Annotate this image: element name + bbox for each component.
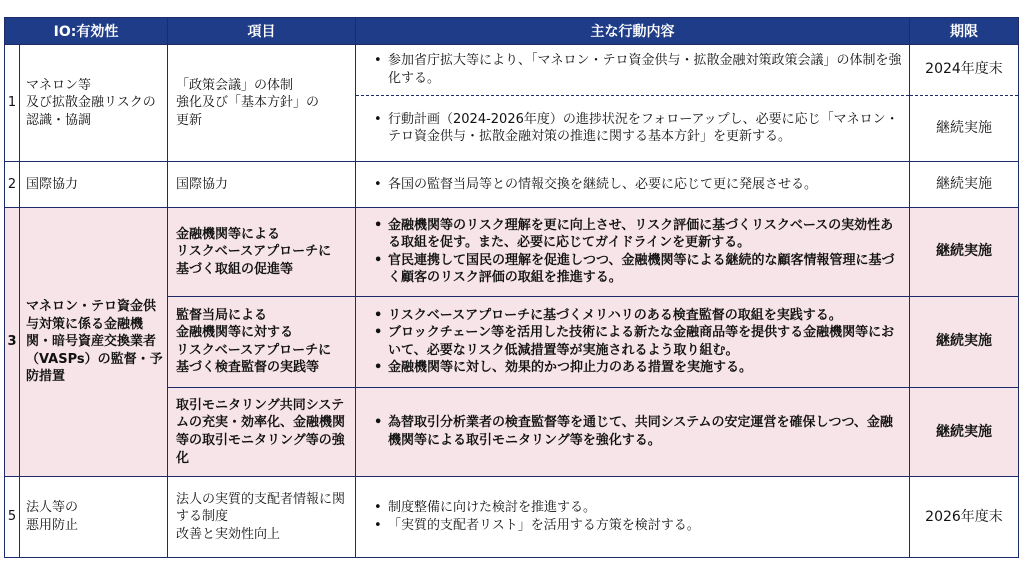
action-item: • 制度整備に向けた検討を推進する。	[374, 499, 903, 517]
item-cell: 国際協力	[168, 162, 356, 208]
action-item: • 為替取引分析業者の検査監督等を通じて、共同システムの安定運営を確保しつつ、金融機関等による取引モニタリング等を強化する。	[374, 414, 903, 449]
action-item: • 官民連携して国民の理解を促進しつつ、金融機関等による継続的な顧客情報管理に基づく顧客のリスク評価の取組を推進する。	[374, 252, 903, 287]
period-cell: 継続実施	[910, 95, 1019, 162]
table-row	[5, 162, 1019, 208]
action-item: • リスクベースアプローチに基づくメリハリのある検査監督の取組を実践する。	[374, 307, 903, 325]
item-cell	[168, 207, 356, 296]
action-list	[356, 52, 909, 87]
row-number: 5	[5, 477, 20, 558]
action-plan-table	[4, 17, 1019, 558]
item-text: 監督当局による 金融機関等に対する リスクベースアプローチに 基づく検査監督の実践等	[176, 307, 332, 376]
action-item: • 行動計画（2024-2026年度）の進捗状況をフォローアップし、必要に応じ「マネロン・テロ資金供与・拡散金融対策の推進に関する基本方針」を更新する。	[374, 111, 903, 146]
action-list	[356, 111, 909, 146]
item-cell	[168, 296, 356, 387]
io-text: マネロン等 及び拡散金融リスクの 認識・協調	[26, 77, 156, 128]
io-cell: マネロン・テロ資金供与対策に係る金融機関・暗号資産交換業者（VASPs）の監督・予防措置	[20, 207, 168, 476]
item-text: 法人の実質的支配者情報に関する制度 改善と実効性向上	[176, 491, 346, 542]
actions-cell	[356, 296, 910, 387]
io-cell: 国際協力	[20, 162, 168, 208]
item-cell: 取引モニタリング共同システムの充実・効率化、金融機関等の取引モニタリング等の強化	[168, 387, 356, 476]
actions-cell	[356, 45, 910, 96]
action-item: • 金融機関等のリスク理解を更に向上させ、リスク評価に基づくリスクベースの実効性ある取組を促す。また、必要に応じてガイドラインを更新する。	[374, 217, 903, 252]
actions-cell	[356, 95, 910, 162]
action-item: • 金融機関等に対し、効果的かつ抑止力のある措置を実施する。	[374, 359, 903, 377]
row-number: 3	[5, 207, 20, 476]
action-list	[356, 307, 909, 377]
item-text: 「政策会議」の体制 強化及び「基本方針」の 更新	[176, 77, 320, 128]
header-item: 項目	[168, 18, 356, 45]
item-cell	[168, 477, 356, 558]
period-cell: 継続実施	[910, 162, 1019, 208]
row-number: 1	[5, 45, 20, 162]
table-row	[5, 45, 1019, 96]
action-list	[356, 176, 909, 194]
actions-cell	[356, 477, 910, 558]
table-row	[5, 207, 1019, 296]
item-text: 金融機関等による リスクベースアプローチに 基づく取組の促進等	[176, 226, 332, 277]
period-cell: 継続実施	[910, 387, 1019, 476]
header-actions: 主な行動内容	[356, 18, 910, 45]
action-item: • 各国の監督当局等との情報交換を継続し、必要に応じて更に発展させる。	[374, 176, 903, 194]
period-cell: 2024年度末	[910, 45, 1019, 96]
action-item: • ブロックチェーン等を活用した技術による新たな金融商品等を提供する金融機関等において、必要なリスク低減措置等が実施されるよう取り組む。	[374, 324, 903, 359]
period-cell: 継続実施	[910, 296, 1019, 387]
row-number: 2	[5, 162, 20, 208]
period-cell: 2026年度末	[910, 477, 1019, 558]
table-row	[5, 477, 1019, 558]
io-cell	[20, 477, 168, 558]
io-text: 法人等の 悪用防止	[26, 500, 79, 533]
actions-cell	[356, 387, 910, 476]
actions-cell	[356, 207, 910, 296]
action-list	[356, 414, 909, 449]
item-cell	[168, 45, 356, 162]
period-cell: 継続実施	[910, 207, 1019, 296]
action-list	[356, 217, 909, 287]
actions-cell	[356, 162, 910, 208]
action-item: • 「実質的支配者リスト」を活用する方策を検討する。	[374, 517, 903, 535]
table-header-row	[5, 18, 1019, 45]
io-cell	[20, 45, 168, 162]
action-item: • 参加省庁拡大等により、「マネロン・テロ資金供与・拡散金融対策政策会議」の体制を強化する。	[374, 52, 903, 87]
action-list	[356, 499, 909, 534]
header-period: 期限	[910, 18, 1019, 45]
header-io: IO:有効性	[5, 18, 168, 45]
